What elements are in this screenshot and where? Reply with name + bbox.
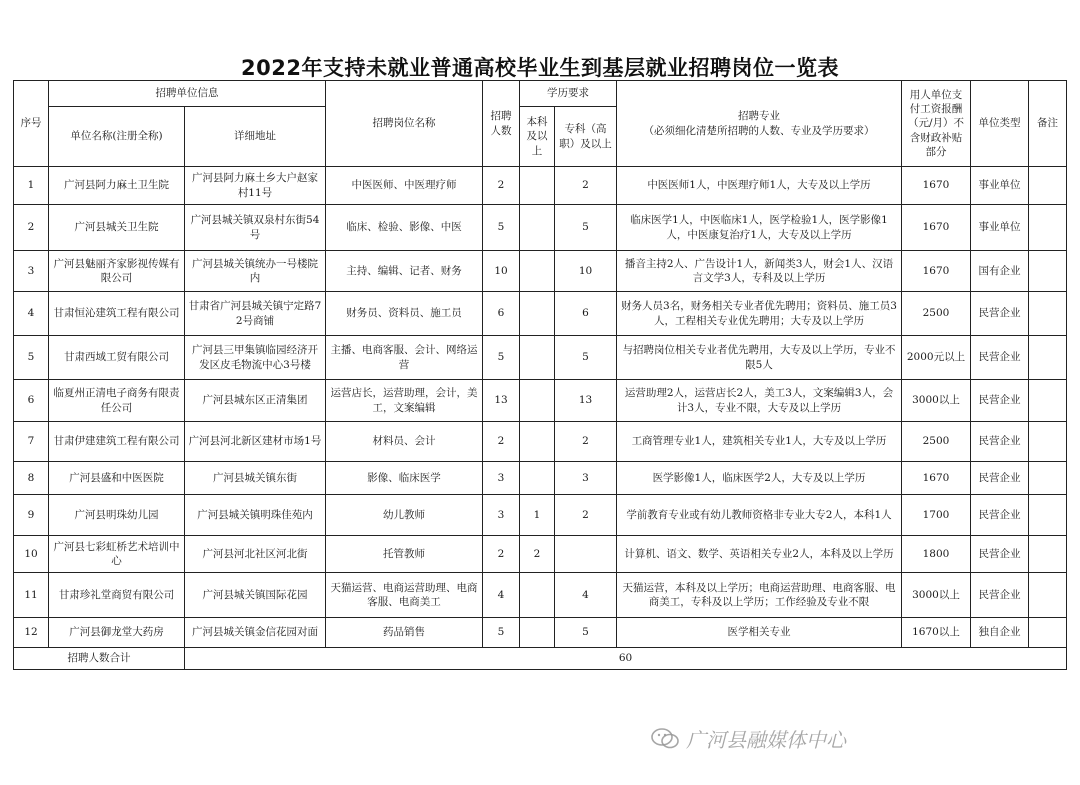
cell-unit-type: 事业单位: [971, 167, 1029, 205]
header-major-title: 招聘专业: [738, 110, 780, 123]
watermark: [650, 724, 846, 753]
cell-position: 主播、电商客服、会计、网络运营: [326, 336, 483, 380]
cell-edu-college: 13: [555, 380, 617, 422]
cell-salary: 2000元以上: [902, 336, 971, 380]
cell-edu-bachelor: [520, 167, 555, 205]
cell-edu-college: 3: [555, 462, 617, 495]
cell-salary: 3000以上: [902, 573, 971, 618]
table-row: [14, 495, 1067, 536]
cell-seq: 6: [14, 380, 49, 422]
cell-unit-name: 甘肃西域工贸有限公司: [49, 336, 185, 380]
cell-count: 5: [483, 205, 520, 251]
cell-remark: [1029, 205, 1067, 251]
cell-major: 天猫运营，本科及以上学历；电商运营助理、电商客服、电商美工，专科及以上学历；工作经验及专业不限: [617, 573, 902, 618]
cell-count: 2: [483, 167, 520, 205]
cell-edu-college: 6: [555, 292, 617, 336]
cell-unit-type: 民营企业: [971, 462, 1029, 495]
table-row: [14, 422, 1067, 462]
cell-edu-bachelor: 2: [520, 536, 555, 573]
cell-remark: [1029, 536, 1067, 573]
recruitment-table: [13, 80, 1067, 670]
cell-position: 中医医师、中医理疗师: [326, 167, 483, 205]
cell-count: 2: [483, 422, 520, 462]
cell-address: 广河县城关镇统办一号楼院内: [185, 251, 326, 292]
cell-seq: 9: [14, 495, 49, 536]
cell-edu-bachelor: [520, 205, 555, 251]
cell-salary: 3000以上: [902, 380, 971, 422]
cell-position: 天猫运营、电商运营助理、电商客服、电商美工: [326, 573, 483, 618]
cell-unit-type: 民营企业: [971, 380, 1029, 422]
cell-remark: [1029, 251, 1067, 292]
cell-count: 3: [483, 462, 520, 495]
cell-seq: 8: [14, 462, 49, 495]
cell-position: 主持、编辑、记者、财务: [326, 251, 483, 292]
cell-unit-name: 广河县阿力麻土卫生院: [49, 167, 185, 205]
cell-major: 计算机、语文、数学、英语相关专业2人，本科及以上学历: [617, 536, 902, 573]
header-edu-college: 专科（高职）及以上: [555, 107, 617, 167]
cell-remark: [1029, 380, 1067, 422]
cell-position: 幼儿教师: [326, 495, 483, 536]
cell-major: 医学影像1人，临床医学2人，大专及以上学历: [617, 462, 902, 495]
cell-position: 材料员、会计: [326, 422, 483, 462]
cell-remark: [1029, 336, 1067, 380]
cell-remark: [1029, 495, 1067, 536]
cell-remark: [1029, 422, 1067, 462]
cell-seq: 7: [14, 422, 49, 462]
header-salary: 用人单位支付工资报酬（元/月）不含财政补贴部分: [902, 81, 971, 167]
cell-seq: 5: [14, 336, 49, 380]
cell-major: 播音主持2人、广告设计1人，新闻类3人，财会1人、汉语言文学3人，专科及以上学历: [617, 251, 902, 292]
cell-edu-bachelor: [520, 292, 555, 336]
cell-unit-type: 民营企业: [971, 422, 1029, 462]
cell-major: 临床医学1人，中医临床1人，医学检验1人，医学影像1人，中医康复治疗1人，大专及以上学历: [617, 205, 902, 251]
cell-address: 广河县城东区正清集团: [185, 380, 326, 422]
table-row: [14, 336, 1067, 380]
header-unit-type: 单位类型: [971, 81, 1029, 167]
cell-count: 6: [483, 292, 520, 336]
cell-edu-college: 5: [555, 618, 617, 648]
cell-edu-bachelor: [520, 251, 555, 292]
cell-position: 托管教师: [326, 536, 483, 573]
cell-address: 广河县河北新区建材市场1号: [185, 422, 326, 462]
cell-unit-name: 甘肃伊建建筑工程有限公司: [49, 422, 185, 462]
table-row: [14, 292, 1067, 336]
cell-position: 运营店长，运营助理，会计，美工，文案编辑: [326, 380, 483, 422]
table-row: [14, 251, 1067, 292]
cell-edu-bachelor: [520, 380, 555, 422]
cell-seq: 1: [14, 167, 49, 205]
cell-remark: [1029, 462, 1067, 495]
cell-address: 广河县阿力麻土乡大户赵家村11号: [185, 167, 326, 205]
cell-edu-bachelor: [520, 618, 555, 648]
cell-edu-bachelor: 1: [520, 495, 555, 536]
cell-unit-name: 广河县明珠幼儿园: [49, 495, 185, 536]
cell-edu-college: [555, 536, 617, 573]
total-value: 60: [185, 648, 1067, 670]
cell-address: 广河县河北社区河北街: [185, 536, 326, 573]
cell-address: 甘肃省广河县城关镇宁定路72号商铺: [185, 292, 326, 336]
header-position: 招聘岗位名称: [326, 81, 483, 167]
cell-address: 广河县城关镇金信花园对面: [185, 618, 326, 648]
page-title: 2022年支持未就业普通高校毕业生到基层就业招聘岗位一览表: [241, 56, 839, 80]
cell-remark: [1029, 292, 1067, 336]
cell-unit-type: 国有企业: [971, 251, 1029, 292]
header-edu-bachelor: 本科及以上: [520, 107, 555, 167]
cell-seq: 3: [14, 251, 49, 292]
wechat-icon: [650, 726, 680, 752]
header-remark: 备注: [1029, 81, 1067, 167]
cell-salary: 2500: [902, 292, 971, 336]
cell-edu-college: 4: [555, 573, 617, 618]
watermark-text: 广河县融媒体中心: [686, 728, 846, 752]
cell-unit-name: 广河县七彩虹桥艺术培训中心: [49, 536, 185, 573]
cell-address: 广河县城关镇国际花园: [185, 573, 326, 618]
cell-position: 影像、临床医学: [326, 462, 483, 495]
cell-salary: 1800: [902, 536, 971, 573]
header-edu: 学历要求: [520, 81, 617, 107]
cell-unit-type: 民营企业: [971, 292, 1029, 336]
table-row: [14, 573, 1067, 618]
cell-edu-college: 2: [555, 167, 617, 205]
header-major-note: （必须细化清楚所招聘的人数、专业及学历要求）: [643, 124, 875, 137]
cell-major: 工商管理专业1人，建筑相关专业1人，大专及以上学历: [617, 422, 902, 462]
cell-remark: [1029, 573, 1067, 618]
cell-major: 财务人员3名，财务相关专业者优先聘用；资料员、施工员3人，工程相关专业优先聘用；大专及以上学历: [617, 292, 902, 336]
cell-edu-bachelor: [520, 336, 555, 380]
cell-unit-type: 民营企业: [971, 336, 1029, 380]
cell-salary: 1670: [902, 462, 971, 495]
cell-edu-bachelor: [520, 573, 555, 618]
cell-count: 2: [483, 536, 520, 573]
cell-address: 广河县城关镇东街: [185, 462, 326, 495]
cell-seq: 10: [14, 536, 49, 573]
cell-salary: 1670: [902, 205, 971, 251]
cell-seq: 2: [14, 205, 49, 251]
cell-unit-type: 民营企业: [971, 536, 1029, 573]
cell-major: 学前教育专业或有幼儿教师资格非专业大专2人，本科1人: [617, 495, 902, 536]
cell-edu-college: 10: [555, 251, 617, 292]
total-label: 招聘人数合计: [14, 648, 185, 670]
cell-unit-type: 民营企业: [971, 573, 1029, 618]
header-unit-name: 单位名称(注册全称): [49, 107, 185, 167]
cell-edu-college: 5: [555, 336, 617, 380]
cell-unit-type: 民营企业: [971, 495, 1029, 536]
table-row: [14, 536, 1067, 573]
table-row: [14, 167, 1067, 205]
table-row: [14, 462, 1067, 495]
header-address: 详细地址: [185, 107, 326, 167]
cell-salary: 1670: [902, 251, 971, 292]
cell-unit-name: 广河县城关卫生院: [49, 205, 185, 251]
cell-unit-name: 甘肃珍礼堂商贸有限公司: [49, 573, 185, 618]
cell-position: 临床、检验、影像、中医: [326, 205, 483, 251]
cell-remark: [1029, 167, 1067, 205]
cell-address: 广河县城关镇双泉村东街54号: [185, 205, 326, 251]
cell-count: 5: [483, 618, 520, 648]
cell-position: 财务员、资料员、施工员: [326, 292, 483, 336]
cell-major: 中医医师1人，中医理疗师1人，大专及以上学历: [617, 167, 902, 205]
cell-count: 3: [483, 495, 520, 536]
cell-edu-college: 2: [555, 495, 617, 536]
cell-address: 广河县城关镇明珠佳苑内: [185, 495, 326, 536]
header-major: [617, 81, 902, 167]
cell-unit-name: 甘肃恒沁建筑工程有限公司: [49, 292, 185, 336]
cell-unit-name: 临夏州正清电子商务有限责任公司: [49, 380, 185, 422]
cell-edu-bachelor: [520, 462, 555, 495]
cell-salary: 1700: [902, 495, 971, 536]
header-count: 招聘人数: [483, 81, 520, 167]
cell-major: 与招聘岗位相关专业者优先聘用，大专及以上学历，专业不限5人: [617, 336, 902, 380]
header-unit-info: 招聘单位信息: [49, 81, 326, 107]
cell-count: 10: [483, 251, 520, 292]
header-seq: 序号: [14, 81, 49, 167]
cell-unit-name: 广河县御龙堂大药房: [49, 618, 185, 648]
cell-address: 广河县三甲集镇临园经济开发区皮毛物流中心3号楼: [185, 336, 326, 380]
cell-edu-college: 5: [555, 205, 617, 251]
cell-edu-college: 2: [555, 422, 617, 462]
cell-unit-name: 广河县魅丽齐家影视传媒有限公司: [49, 251, 185, 292]
cell-position: 药品销售: [326, 618, 483, 648]
cell-major: 运营助理2人，运营店长2人，美工3人，文案编辑3人，会计3人，专业不限，大专及以上学历: [617, 380, 902, 422]
cell-remark: [1029, 618, 1067, 648]
cell-salary: 2500: [902, 422, 971, 462]
cell-seq: 11: [14, 573, 49, 618]
cell-seq: 12: [14, 618, 49, 648]
cell-salary: 1670: [902, 167, 971, 205]
cell-unit-type: 事业单位: [971, 205, 1029, 251]
cell-major: 医学相关专业: [617, 618, 902, 648]
cell-count: 4: [483, 573, 520, 618]
table-row: [14, 380, 1067, 422]
cell-count: 13: [483, 380, 520, 422]
table-row: [14, 618, 1067, 648]
table-row: [14, 205, 1067, 251]
cell-unit-type: 独自企业: [971, 618, 1029, 648]
cell-seq: 4: [14, 292, 49, 336]
cell-salary: 1670以上: [902, 618, 971, 648]
cell-edu-bachelor: [520, 422, 555, 462]
cell-count: 5: [483, 336, 520, 380]
cell-unit-name: 广河县盛和中医医院: [49, 462, 185, 495]
